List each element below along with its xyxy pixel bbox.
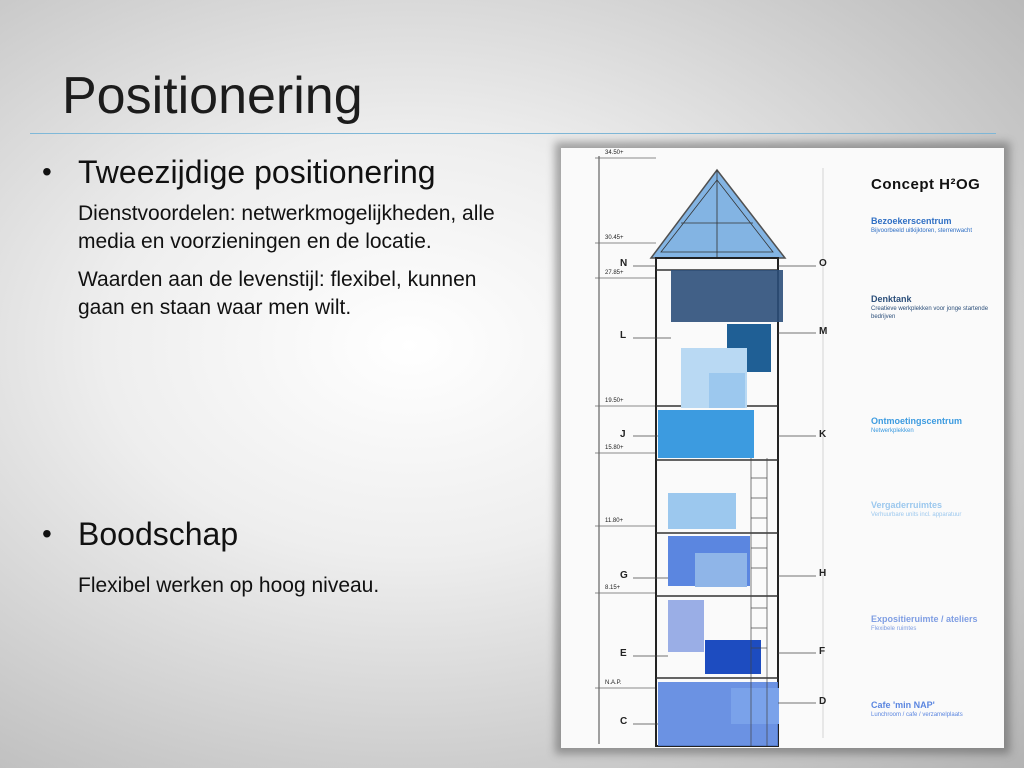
legend-item-subtitle: Flexibele ruimtes: [871, 626, 917, 632]
level-label: K: [819, 429, 827, 440]
bullet-heading-1: [36, 150, 506, 194]
bullet-list-2: [36, 512, 506, 600]
legend-item: [871, 614, 1003, 633]
tower-drawing: [561, 148, 1004, 748]
legend-item-subtitle: Verhuurbare units incl. apparatuur: [871, 512, 962, 518]
elevation-mark: 19.50+: [605, 398, 624, 404]
level-label: L: [620, 330, 627, 341]
legend-item-subtitle: Lunchroom / cafe / verzamelplaats: [871, 712, 963, 718]
legend-item-title: Cafe 'min NAP': [871, 700, 935, 710]
bullet-heading-2: [36, 512, 506, 556]
bullet-paragraph: Flexibel werken op hoog niveau.: [78, 574, 380, 597]
level-label: N: [620, 258, 628, 269]
legend-item: [871, 500, 1003, 519]
elevation-mark: 15.80+: [605, 445, 624, 451]
level-label: D: [819, 696, 827, 707]
elevation-mark: 30.45+: [605, 235, 624, 241]
legend-item-title: Bezoekerscentrum: [871, 216, 952, 226]
level-label: M: [819, 326, 828, 337]
legend-item: [871, 294, 1003, 321]
elevation-mark: 34.50+: [605, 150, 624, 156]
legend-item: [871, 416, 1003, 435]
bullet-heading-text: Tweezijdige positionering: [78, 154, 436, 190]
elevation-mark: 11.80+: [605, 518, 624, 524]
legend-item: [871, 700, 1003, 719]
level-label: F: [819, 646, 826, 657]
legend-item-subtitle: Creatieve werkplekken voor jonge startende bedrijven: [871, 306, 989, 320]
elevation-mark: 27.85+: [605, 270, 624, 276]
legend-item-title: Ontmoetingscentrum: [871, 416, 963, 426]
level-label: E: [620, 648, 627, 659]
level-label: C: [620, 716, 628, 727]
elevation-mark: 8.15+: [605, 585, 621, 591]
bullet-list-1: [36, 150, 506, 322]
level-label: J: [620, 429, 626, 440]
level-label: O: [819, 258, 827, 269]
legend-item-subtitle: Netwerkplekken: [871, 428, 914, 434]
concept-legend: [871, 176, 1001, 207]
slide-title: Positionering: [62, 67, 363, 125]
legend-item-title: Vergaderruimtes: [871, 500, 943, 510]
level-label: G: [620, 570, 628, 581]
legend-item-title: Expositieruimte / ateliers: [871, 614, 978, 624]
bullet-paragraph: Waarden aan de levenstijl: flexibel, kunnen gaan en staan waar men wilt.: [78, 268, 477, 319]
level-label: H: [819, 568, 827, 579]
bullet-paragraph: Dienstvoordelen: netwerkmogelijkheden, alle media en voorzieningen en de locatie.: [78, 202, 495, 253]
bullet-dot-icon: •: [42, 156, 52, 187]
elevation-mark: N.A.P.: [605, 680, 622, 686]
title-divider: [30, 133, 996, 134]
bullet-dot-icon: •: [42, 518, 52, 549]
tower-section-image: [561, 148, 1004, 748]
legend-item-subtitle: Bijvoorbeeld uitkijktoren, sterrenwacht: [871, 228, 973, 234]
legend-item-title: Denktank: [871, 294, 912, 304]
bullet-heading-text: Boodschap: [78, 516, 239, 552]
concept-title: Concept H²OG: [871, 176, 981, 193]
legend-item: [871, 216, 1003, 235]
